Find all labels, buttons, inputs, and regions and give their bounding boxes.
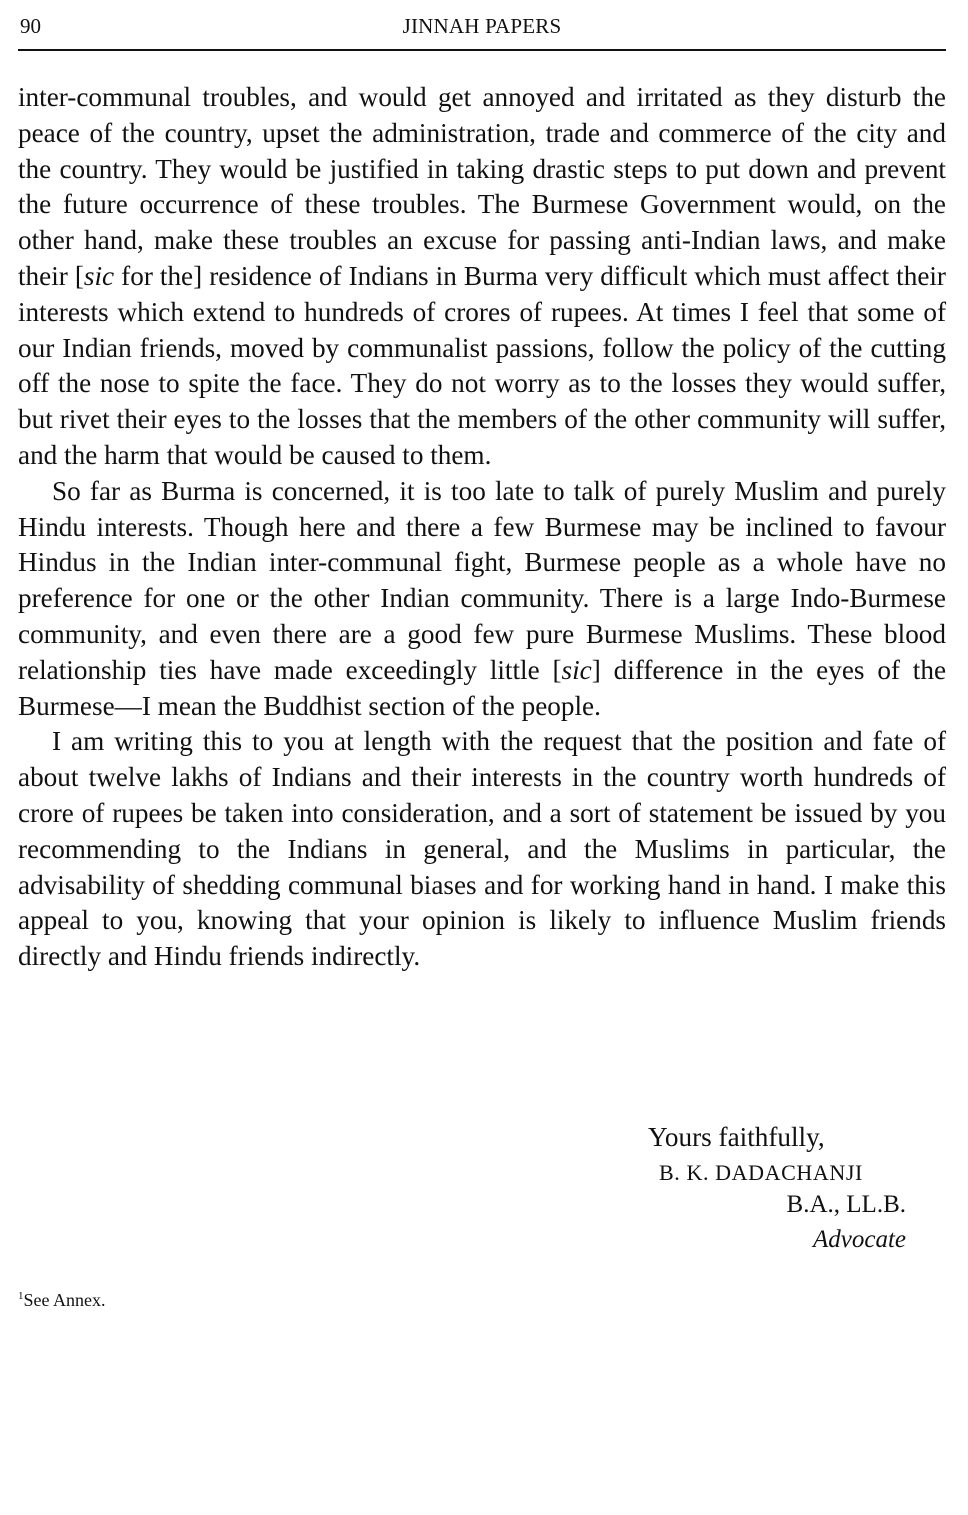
- footnote-marker: 1: [18, 1290, 24, 1302]
- paragraph-3: I am writing this to you at length with the request that the position and fate of about twelve lakhs of Indians and their interests in the country worth hundreds of crore of rupees be taken into consideration, and a sort of statement be issued by you recommending to the Indians in general, and the Muslims in particular, the advisability of shedding communal biases and for working hand in hand. I make this appeal to you, knowing that your opinion is likely to influence Muslim friends directly and Hindu friends indirectly.: [18, 726, 946, 972]
- footnote: [18, 1290, 105, 1311]
- page-number: 90: [20, 14, 41, 38]
- sic-annotation: sic: [561, 654, 592, 685]
- paragraph-1: [18, 80, 946, 474]
- sic-annotation: sic: [83, 260, 115, 291]
- paragraph-2-text-b: ] difference in the eyes of the Burmese—I mean the Buddhist section of the people.: [18, 654, 947, 721]
- footnote-text: See Annex.: [23, 1290, 106, 1310]
- signatory-name: B. K. DADACHANJI: [659, 1160, 863, 1185]
- closing-salutation: Yours faithfully,: [648, 1122, 825, 1152]
- paragraph-2-text-a: So far as Burma is concerned, it is too late to talk of purely Muslim and purely Hindu interests. Though here and there a few Burmese may be inclined to favour Hindus in the Indian inter-communal fight, Burmese people as a whole have no preference for one or the other Indian community. There is a large Indo-Burmese community, and even there are a good few pure Burmese Muslims. These blood relationship ties have made exceedingly little [: [18, 475, 946, 685]
- paragraph-1-text-b: for the] residence of Indians in Burma very difficult which must affect their interests which extend to hundreds of crores of rupees. At times I feel that some of our Indian friends, moved by communalist passions, follow the policy of the cutting off the nose to spite the face. They do not worry as to the losses they would suffer, but rivet their eyes to the losses that the members of the other community will suffer, and the harm that would be caused to them.: [18, 260, 946, 470]
- running-title: JINNAH PAPERS: [402, 14, 562, 38]
- header-rule: [18, 49, 946, 51]
- paragraph-1-text-a: inter-communal troubles, and would get annoyed and irritated as they disturb the peace of the country, upset the administration, trade and commerce of the city and the country. They would be justified in taking drastic steps to put down and prevent the future occurrence of these troubles. The Burmese Government would, on the other hand, make these troubles an excuse for passing anti-Indian laws, and make their [: [18, 82, 946, 291]
- document-page: [18, 0, 946, 1515]
- signatory-degrees: B.A., LL.B.: [786, 1191, 906, 1218]
- paragraph-2: [18, 474, 946, 725]
- running-header: [18, 12, 946, 44]
- letter-body: [18, 80, 946, 975]
- signatory-title: Advocate: [812, 1226, 906, 1253]
